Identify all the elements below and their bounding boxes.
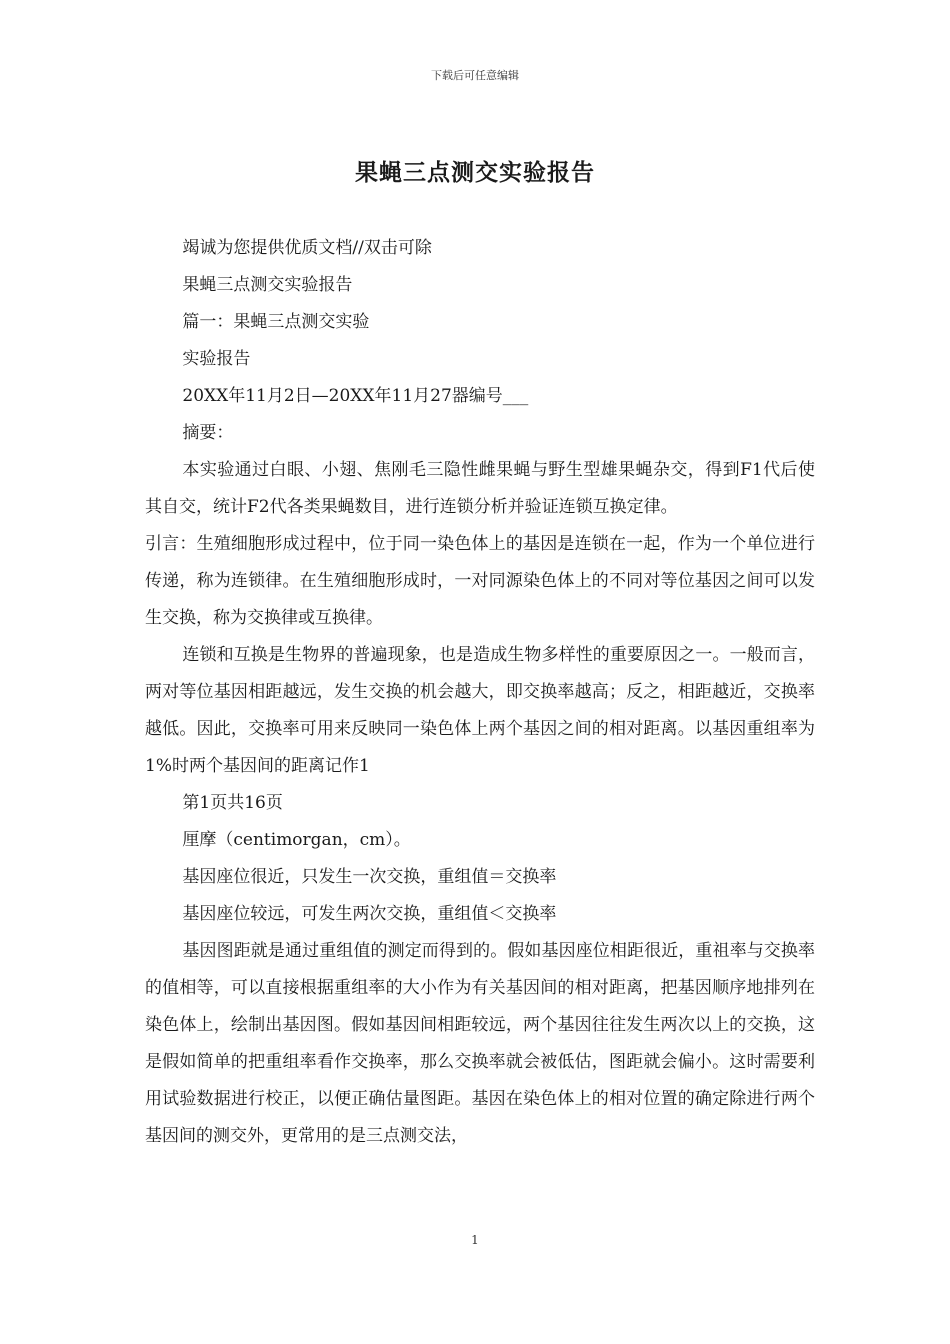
paragraph-near-loci: 基因座位很近，只发生一次交换，重组值＝交换率 [182, 867, 557, 887]
paragraph-report-label: 实验报告 [182, 349, 251, 369]
paragraph-abstract: 本实验通过白眼、小翅、焦刚毛三隐性雌果蝇与野生型雄果蝇杂交，得到F1代后使其自交，统计F2代各类果蝇数目，进行连锁分析并验证连锁互换定律。 [145, 460, 815, 517]
paragraph-linkage: 连锁和互换是生物界的普遍现象，也是造成生物多样性的重要原因之一。一般而言，两对等位基因相距越远，发生交换的机会越大，即交换率越高；反之，相距越近，交换率越低。因此，交换率可用来反映同一染色体上两个基因之间的相对距离。以基因重组率为1%时两个基因间的距离记作1 [145, 645, 815, 776]
paragraph-centimorgan: 厘摩（centimorgan，cm）。 [182, 830, 411, 850]
paragraph-page-count: 第1页共16页 [182, 793, 283, 813]
paragraph-subtitle: 果蝇三点测交实验报告 [182, 275, 353, 295]
document-title: 果蝇三点测交实验报告 [355, 159, 595, 186]
paragraph-chapter: 篇一：果蝇三点测交实验 [182, 312, 370, 332]
paragraph-far-loci: 基因座位较远，可发生两次交换，重组值＜交换率 [182, 904, 557, 924]
paragraph-date: 20XX年11月2日—20XX年11月27器编号___ [182, 386, 529, 406]
header-note: 下载后可任意编辑 [431, 69, 519, 82]
paragraph-introduction: 引言：生殖细胞形成过程中，位于同一染色体上的基因是连锁在一起，作为一个单位进行传递，称为连锁律。在生殖细胞形成时，一对同源染色体上的不同对等位基因之间可以发生交换，称为交换律或互换律。 [145, 534, 815, 628]
paragraph-intro: 竭诚为您提供优质文档//双击可除 [182, 238, 432, 258]
paragraph-abstract-label: 摘要： [182, 423, 234, 443]
page-number: 1 [471, 1233, 479, 1247]
paragraph-gene-map: 基因图距就是通过重组值的测定而得到的。假如基因座位相距很近，重祖率与交换率的值相等，可以直接根据重组率的大小作为有关基因间的相对距离，把基因顺序地排列在染色体上，绘制出基因图。假如基因间相距较远，两个基因往往发生两次以上的交换，这是假如简单的把重组率看作交换率，那么交换率就会被低估，图距就会偏小。这时需要利用试验数据进行校正，以便正确估量图距。基因在染色体上的相对位置的确定除进行两个基因间的测交外，更常用的是三点测交法， [145, 941, 815, 1146]
document-body [145, 230, 815, 1155]
